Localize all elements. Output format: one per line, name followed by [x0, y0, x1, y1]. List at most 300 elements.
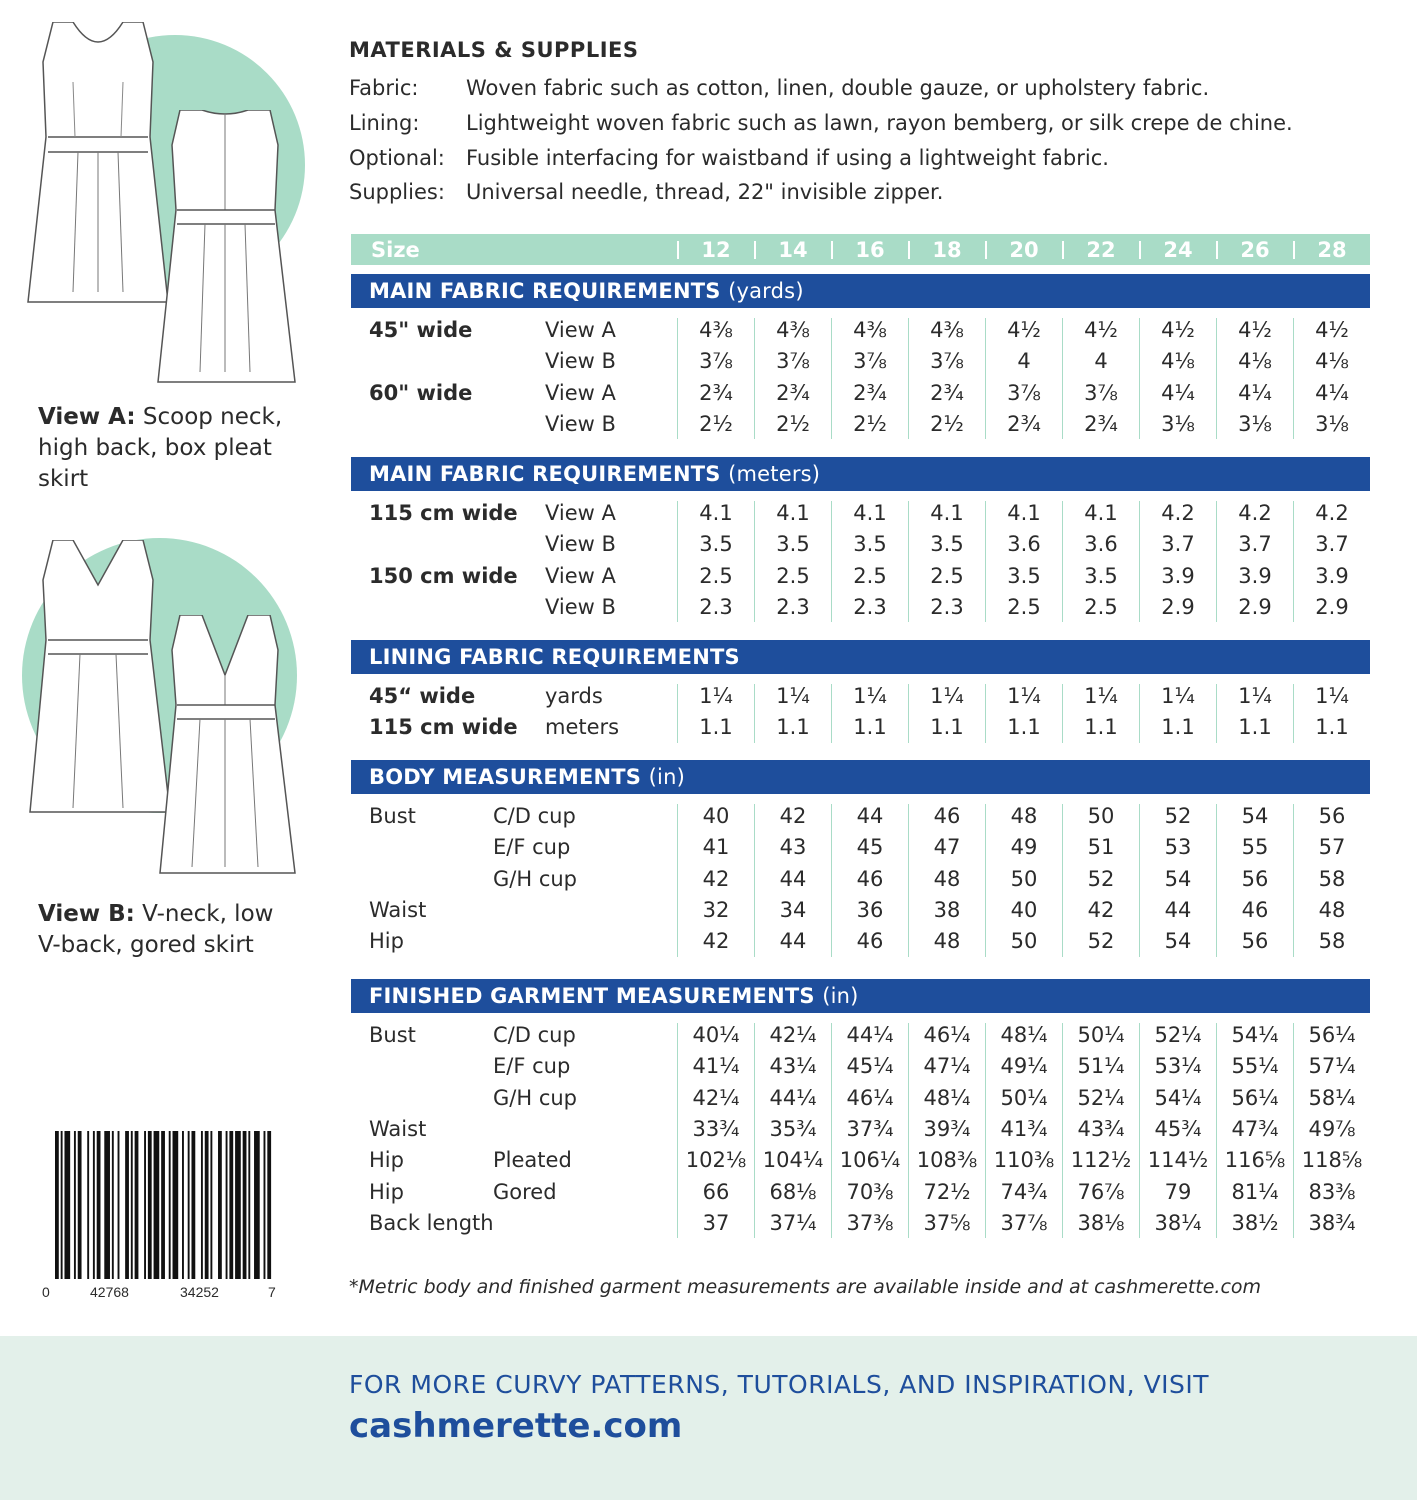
table-cell: 46¼: [923, 1023, 971, 1047]
row-label: 45“ wide: [369, 684, 476, 708]
size-header-cell: 18: [932, 238, 962, 262]
table-cell: 102⅛: [685, 1148, 747, 1173]
table-cell: 1¼: [1084, 684, 1118, 708]
table-cell: 4⅛: [1161, 349, 1195, 374]
section-header-4: [351, 979, 1370, 1013]
table-cell: 1¼: [1161, 684, 1195, 708]
table-cell: 4.2: [1238, 501, 1272, 525]
footer-website-link[interactable]: cashmerette.com: [349, 1406, 683, 1446]
table-cell: 4¼: [1238, 380, 1272, 405]
table-cell: 1¼: [776, 684, 810, 708]
table-cell: 2.5: [1007, 594, 1041, 619]
view-b-desc-1: V-neck, low: [134, 901, 274, 927]
size-header-divider: [985, 241, 987, 259]
row-sublabel: C/D cup: [493, 804, 576, 828]
table-cell: 40¼: [692, 1023, 740, 1047]
table-cell: 2¾: [853, 380, 887, 405]
row-label: Waist: [369, 897, 427, 922]
table-cell: 47: [933, 835, 961, 860]
table-cell: 4.1: [930, 501, 964, 525]
row-label: 115 cm wide: [369, 501, 518, 525]
barcode-bar: [191, 1131, 195, 1279]
barcode-bar: [154, 1131, 160, 1279]
section-header-1: [351, 457, 1370, 491]
table-cell: 57: [1318, 835, 1346, 860]
table-cell: 48: [1318, 897, 1346, 922]
section-header-3: [351, 760, 1370, 794]
view-b-back-dress-illustration: [150, 615, 300, 880]
table-cell: 66: [702, 1179, 730, 1204]
table-cell: 3.5: [930, 532, 964, 557]
row-label: Hip: [369, 1148, 404, 1173]
row-sublabel: Pleated: [493, 1148, 572, 1173]
size-header-cell: 16: [855, 238, 885, 262]
barcode-digits-3: 34252: [180, 1284, 219, 1300]
table-cell: 2.5: [930, 563, 964, 588]
table-cell: 55: [1241, 835, 1269, 860]
table-cell: 2½: [930, 411, 964, 436]
table-cell: 46¼: [846, 1085, 894, 1110]
barcode-bar: [218, 1131, 222, 1279]
row-label: Bust: [369, 1023, 416, 1047]
table-cell: 3.5: [776, 532, 810, 557]
view-b-name: View B:: [38, 901, 135, 927]
table-cell: 37⅞: [1000, 1210, 1048, 1235]
barcode-bar: [131, 1131, 133, 1279]
table-cell: 1.1: [930, 715, 964, 740]
table-cell: 55¼: [1231, 1054, 1279, 1079]
table-cell: 32: [702, 897, 730, 922]
table-cell: 2¾: [1084, 411, 1118, 436]
row-label: 45" wide: [369, 318, 473, 342]
table-cell: 2½: [853, 411, 887, 436]
table-cell: 38¼: [1154, 1210, 1202, 1235]
view-a-back-dress-illustration: [150, 110, 300, 390]
view-a-desc-2: high back, box pleat: [38, 435, 272, 461]
size-header-cell: 24: [1163, 238, 1193, 262]
table-cell: 4⅛: [1315, 349, 1349, 374]
table-cell: 2.3: [930, 594, 964, 619]
table-cell: 48¼: [923, 1085, 971, 1110]
section-unit: (yards): [728, 279, 804, 303]
size-header-divider: [1293, 241, 1295, 259]
table-cell: 2.3: [776, 594, 810, 619]
row-sublabel: View A: [545, 380, 616, 405]
section-title: [369, 462, 820, 486]
table-cell: 58¼: [1308, 1085, 1356, 1110]
table-cell: 38⅛: [1077, 1210, 1125, 1235]
table-cell: 1¼: [699, 684, 733, 708]
size-header-divider: [1139, 241, 1141, 259]
table-cell: 4.1: [853, 501, 887, 525]
barcode-bar: [148, 1131, 152, 1279]
table-cell: 45: [856, 835, 884, 860]
barcode-bar: [61, 1131, 63, 1279]
barcode-bar: [188, 1131, 190, 1279]
table-cell: 1.1: [1084, 715, 1118, 740]
table-cell: 44¼: [769, 1085, 817, 1110]
table-cell: 2¾: [776, 380, 810, 405]
table-cell: 2.9: [1161, 594, 1195, 619]
table-cell: 42: [1087, 897, 1115, 922]
barcode-bar: [104, 1131, 110, 1279]
table-cell: 3⅞: [699, 349, 733, 374]
view-b-desc-2: V-back, gored skirt: [38, 932, 254, 958]
table-cell: 4: [1094, 349, 1108, 374]
barcode-bar: [55, 1131, 59, 1279]
table-cell: 4¼: [1161, 380, 1195, 405]
table-cell: 2.5: [853, 563, 887, 588]
table-cell: 40: [702, 804, 730, 828]
table-cell: 4.1: [699, 501, 733, 525]
table-cell: 42: [779, 804, 807, 828]
table-cell: 1¼: [930, 684, 964, 708]
table-cell: 3.7: [1161, 532, 1195, 557]
table-cell: 50: [1087, 804, 1115, 828]
table-cell: 35¾: [769, 1116, 817, 1141]
barcode-bar: [74, 1131, 76, 1279]
table-cell: 1.1: [1315, 715, 1349, 740]
table-cell: 3.5: [699, 532, 733, 557]
table-cell: 50¼: [1000, 1085, 1048, 1110]
table-cell: 37⅜: [846, 1210, 894, 1235]
table-cell: 4½: [1238, 318, 1272, 342]
table-cell: 37¼: [769, 1210, 817, 1235]
table-cell: 1¼: [1315, 684, 1349, 708]
table-cell: 50: [1010, 929, 1038, 954]
table-cell: 45¼: [846, 1054, 894, 1079]
section-unit: (in): [822, 984, 859, 1008]
barcode-bar: [93, 1131, 95, 1279]
section-title-text: FINISHED GARMENT MEASUREMENTS: [369, 984, 815, 1008]
table-cell: 42¼: [692, 1085, 740, 1110]
table-cell: 1¼: [1238, 684, 1272, 708]
table-cell: 54: [1241, 804, 1269, 828]
table-cell: 4⅜: [930, 318, 964, 342]
size-header-divider: [677, 241, 679, 259]
table-cell: 44: [779, 866, 807, 891]
size-header-divider: [1216, 241, 1218, 259]
table-cell: 4½: [1161, 318, 1195, 342]
table-cell: 4⅜: [853, 318, 887, 342]
size-header-cell: 26: [1240, 238, 1270, 262]
row-sublabel: View A: [545, 318, 616, 342]
row-sublabel: Gored: [493, 1179, 557, 1204]
table-cell: 106¼: [839, 1148, 901, 1173]
size-header-cell: 20: [1009, 238, 1039, 262]
row-sublabel: View B: [545, 349, 616, 374]
row-label: Bust: [369, 804, 416, 828]
table-cell: 3.7: [1238, 532, 1272, 557]
size-header-cell: 22: [1086, 238, 1116, 262]
barcode: [55, 1131, 273, 1279]
barcode-bar: [87, 1131, 89, 1279]
table-cell: 34: [779, 897, 807, 922]
table-cell: 48¼: [1000, 1023, 1048, 1047]
table-cell: 49¼: [1000, 1054, 1048, 1079]
table-cell: 2.3: [853, 594, 887, 619]
table-cell: 4.2: [1315, 501, 1349, 525]
table-cell: 36: [856, 897, 884, 922]
materials-label: Optional:: [349, 146, 445, 170]
table-cell: 3.9: [1315, 563, 1349, 588]
metric-note: *Metric body and finished garment measurements are available inside and at cashmerette.com: [349, 1276, 1262, 1298]
table-cell: 4⅜: [699, 318, 733, 342]
table-cell: 70⅜: [846, 1179, 894, 1204]
row-sublabel: View A: [545, 563, 616, 588]
table-cell: 48: [933, 929, 961, 954]
table-cell: 2.9: [1238, 594, 1272, 619]
table-cell: 48: [1010, 804, 1038, 828]
section-title-text: MAIN FABRIC REQUIREMENTS: [369, 279, 721, 303]
barcode-bar: [210, 1131, 212, 1279]
barcode-bar: [201, 1131, 203, 1279]
table-cell: 52: [1164, 804, 1192, 828]
table-cell: 53¼: [1154, 1054, 1202, 1079]
table-cell: 1.1: [699, 715, 733, 740]
row-sublabel: View A: [545, 501, 616, 525]
table-cell: 52¼: [1077, 1085, 1125, 1110]
table-cell: 83⅜: [1308, 1179, 1356, 1204]
table-cell: 58: [1318, 929, 1346, 954]
table-cell: 4½: [1084, 318, 1118, 342]
row-sublabel: yards: [545, 684, 603, 708]
table-cell: 4⅛: [1238, 349, 1272, 374]
table-cell: 4¼: [1315, 380, 1349, 405]
table-cell: 4½: [1007, 318, 1041, 342]
barcode-digit-4: 7: [268, 1284, 276, 1300]
table-cell: 4½: [1315, 318, 1349, 342]
table-cell: 56: [1318, 804, 1346, 828]
row-sublabel: View B: [545, 411, 616, 436]
row-sublabel: View B: [545, 594, 616, 619]
barcode-bar: [182, 1131, 184, 1279]
table-cell: 79: [1164, 1179, 1192, 1204]
table-cell: 114½: [1147, 1148, 1209, 1173]
table-cell: 33¾: [692, 1116, 740, 1141]
table-cell: 3⅞: [930, 349, 964, 374]
size-header-divider: [831, 241, 833, 259]
view-a-desc-3: skirt: [38, 466, 89, 492]
table-cell: 42¼: [769, 1023, 817, 1047]
size-header-cell: 12: [701, 238, 731, 262]
table-cell: 42: [702, 866, 730, 891]
table-cell: 40: [1010, 897, 1038, 922]
table-cell: 44¼: [846, 1023, 894, 1047]
table-cell: 3⅛: [1238, 411, 1272, 436]
table-cell: 4.1: [1007, 501, 1041, 525]
barcode-bar: [235, 1131, 241, 1279]
table-cell: 2.5: [699, 563, 733, 588]
table-cell: 4: [1017, 349, 1031, 374]
table-cell: 37⅝: [923, 1210, 971, 1235]
table-cell: 3.9: [1161, 563, 1195, 588]
table-cell: 53: [1164, 835, 1192, 860]
table-cell: 2½: [699, 411, 733, 436]
materials-text: Fusible interfacing for waistband if using a lightweight fabric.: [466, 146, 1109, 170]
table-cell: 2.9: [1315, 594, 1349, 619]
table-cell: 72½: [923, 1179, 971, 1204]
table-cell: 50: [1010, 866, 1038, 891]
table-cell: 41¾: [1000, 1116, 1048, 1141]
row-label: Hip: [369, 929, 404, 954]
table-cell: 57¼: [1308, 1054, 1356, 1079]
barcode-bar: [144, 1131, 146, 1279]
row-sublabel: G/H cup: [493, 866, 577, 891]
barcode-bar: [254, 1131, 260, 1279]
table-cell: 56¼: [1231, 1085, 1279, 1110]
size-header-divider: [908, 241, 910, 259]
table-cell: 1.1: [853, 715, 887, 740]
footer-tagline: FOR MORE CURVY PATTERNS, TUTORIALS, AND INSPIRATION, VISIT: [349, 1370, 1210, 1399]
table-cell: 38¾: [1308, 1210, 1356, 1235]
table-cell: 39¾: [923, 1116, 971, 1141]
barcode-bar: [161, 1131, 165, 1279]
section-header-2: [351, 640, 1370, 674]
table-cell: 1.1: [1161, 715, 1195, 740]
barcode-bar: [248, 1131, 250, 1279]
table-cell: 52¼: [1154, 1023, 1202, 1047]
row-label: Back length: [369, 1210, 494, 1235]
table-cell: 38: [933, 897, 961, 922]
table-cell: 2.5: [776, 563, 810, 588]
table-cell: 3.5: [1007, 563, 1041, 588]
row-sublabel: C/D cup: [493, 1023, 576, 1047]
barcode-bar: [78, 1131, 82, 1279]
table-cell: 81¼: [1231, 1179, 1279, 1204]
materials-label: Supplies:: [349, 180, 445, 204]
table-cell: 3.6: [1084, 532, 1118, 557]
table-cell: 45¾: [1154, 1116, 1202, 1141]
table-cell: 110⅜: [993, 1148, 1055, 1173]
table-cell: 3.7: [1315, 532, 1349, 557]
section-title: [369, 765, 685, 789]
size-header-cell: 14: [778, 238, 808, 262]
table-cell: 3.9: [1238, 563, 1272, 588]
table-cell: 3⅞: [776, 349, 810, 374]
row-label: Hip: [369, 1179, 404, 1204]
view-b-caption: [38, 899, 273, 961]
row-sublabel: View B: [545, 532, 616, 557]
table-cell: 43¾: [1077, 1116, 1125, 1141]
barcode-bar: [125, 1131, 129, 1279]
view-a-name: View A:: [38, 404, 136, 430]
table-cell: 76⅞: [1077, 1179, 1125, 1204]
section-title: [369, 984, 859, 1008]
table-cell: 43¼: [769, 1054, 817, 1079]
view-a-caption: [38, 402, 282, 495]
table-cell: 46: [1241, 897, 1269, 922]
table-cell: 56: [1241, 866, 1269, 891]
table-cell: 54: [1164, 866, 1192, 891]
barcode-bar: [97, 1131, 101, 1279]
table-cell: 104¼: [762, 1148, 824, 1173]
barcode-bar: [112, 1131, 114, 1279]
view-a-desc-1: Scoop neck,: [135, 404, 283, 430]
table-cell: 3.6: [1007, 532, 1041, 557]
row-sublabel: E/F cup: [493, 1054, 571, 1079]
materials-text: Lightweight woven fabric such as lawn, rayon bemberg, or silk crepe de chine.: [466, 111, 1293, 135]
table-cell: 68⅛: [769, 1179, 817, 1204]
table-cell: 2.5: [1084, 594, 1118, 619]
table-cell: 44: [779, 929, 807, 954]
barcode-bar: [267, 1131, 271, 1279]
size-header-label: Size: [371, 238, 420, 262]
table-cell: 37: [702, 1210, 730, 1235]
table-cell: 56: [1241, 929, 1269, 954]
table-cell: 48: [933, 866, 961, 891]
table-cell: 50¼: [1077, 1023, 1125, 1047]
barcode-bar: [264, 1131, 266, 1279]
row-label: 60" wide: [369, 380, 473, 405]
table-cell: 42: [702, 929, 730, 954]
table-cell: 118⅝: [1301, 1148, 1363, 1173]
barcode-bar: [243, 1131, 247, 1279]
table-cell: 3⅛: [1315, 411, 1349, 436]
table-cell: 116⅝: [1224, 1148, 1286, 1173]
table-cell: 3.5: [1084, 563, 1118, 588]
table-cell: 44: [856, 804, 884, 828]
table-cell: 47¾: [1231, 1116, 1279, 1141]
table-cell: 52: [1087, 929, 1115, 954]
table-cell: 108⅜: [916, 1148, 978, 1173]
table-cell: 43: [779, 835, 807, 860]
section-unit: (in): [648, 765, 685, 789]
table-cell: 112½: [1070, 1148, 1132, 1173]
table-cell: 49: [1010, 835, 1038, 860]
table-cell: 3⅞: [1084, 380, 1118, 405]
table-cell: 74¾: [1000, 1179, 1048, 1204]
size-header-divider: [754, 241, 756, 259]
table-cell: 38½: [1231, 1210, 1279, 1235]
row-sublabel: E/F cup: [493, 835, 571, 860]
barcode-bar: [205, 1131, 209, 1279]
table-cell: 37¾: [846, 1116, 894, 1141]
row-label: 115 cm wide: [369, 715, 518, 740]
section-unit: (meters): [728, 462, 821, 486]
barcode-bar: [173, 1131, 179, 1279]
table-cell: 3⅞: [853, 349, 887, 374]
table-cell: 58: [1318, 866, 1346, 891]
barcode-bar: [169, 1131, 171, 1279]
table-cell: 3⅞: [1007, 380, 1041, 405]
section-title-text: LINING FABRIC REQUIREMENTS: [369, 645, 740, 669]
table-cell: 2.3: [699, 594, 733, 619]
table-cell: 54: [1164, 929, 1192, 954]
table-cell: 3.5: [853, 532, 887, 557]
size-header-cell: 28: [1317, 238, 1347, 262]
materials-title: MATERIALS & SUPPLIES: [349, 38, 639, 62]
table-cell: 4.1: [776, 501, 810, 525]
row-sublabel: G/H cup: [493, 1085, 577, 1110]
barcode-bar: [64, 1131, 70, 1279]
barcode-digit-1: 0: [42, 1284, 50, 1300]
table-cell: 54¼: [1231, 1023, 1279, 1047]
table-cell: 1.1: [1007, 715, 1041, 740]
table-cell: 49⅞: [1308, 1116, 1356, 1141]
table-cell: 46: [933, 804, 961, 828]
barcode-bar: [135, 1131, 139, 1279]
barcode-digits-2: 42768: [90, 1284, 129, 1300]
materials-row-supplies: [349, 178, 943, 206]
table-cell: 44: [1164, 897, 1192, 922]
footer-banner: [0, 1336, 1417, 1500]
materials-label: Fabric:: [349, 76, 419, 100]
row-label: Waist: [369, 1116, 427, 1141]
table-cell: 3⅛: [1161, 411, 1195, 436]
barcode-bar: [226, 1131, 228, 1279]
table-cell: 1¼: [853, 684, 887, 708]
